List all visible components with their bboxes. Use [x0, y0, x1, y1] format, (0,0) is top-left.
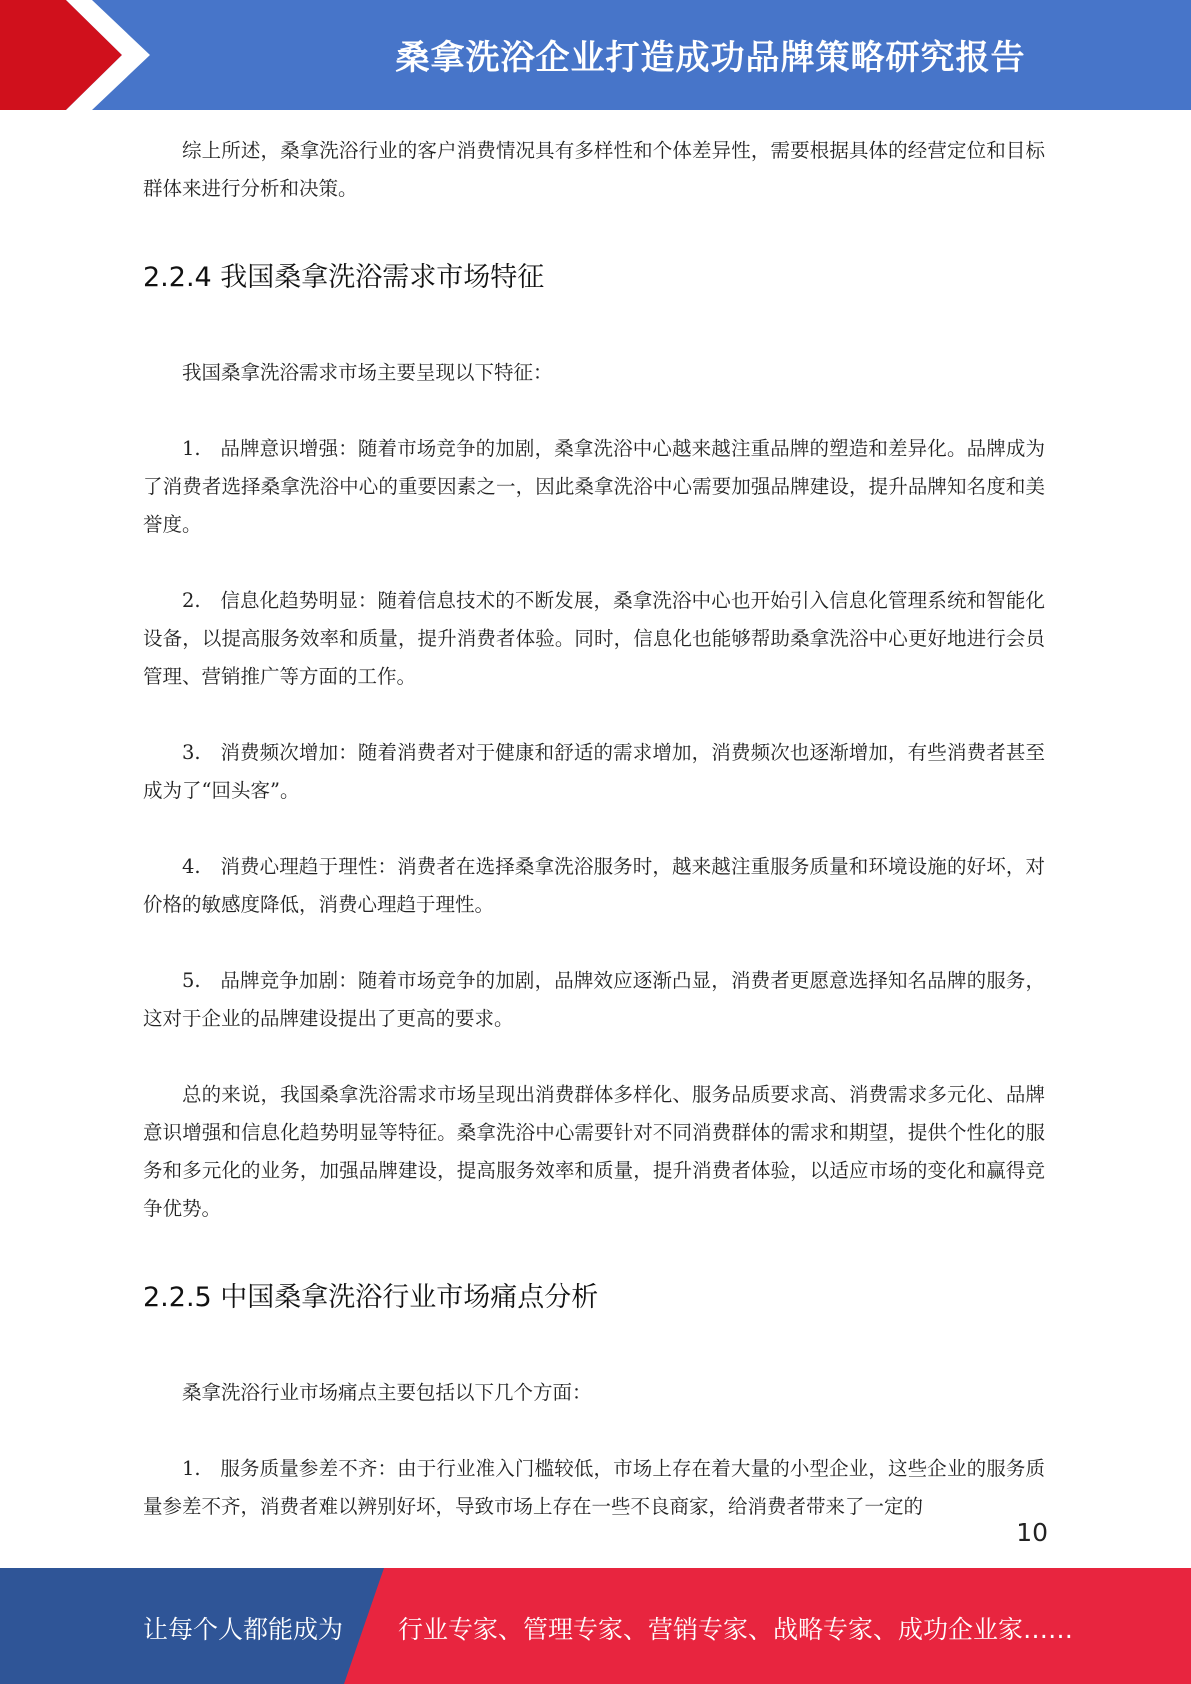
section-heading-2-2-4: 2.2.4 我国桑拿洗浴需求市场特征	[143, 262, 545, 293]
report-title: 桑拿洗浴企业打造成功品牌策略研究报告	[395, 38, 1026, 78]
conclusion-paragraph: 总的来说，我国桑拿洗浴需求市场呈现出消费群体多样化、服务品质要求高、消费需求多元化、品牌意识增强和信息化趋势明显等特征。桑拿洗浴中心需要针对不同消费群体的需求和期望，提供个性化的服务和多元化的业务，加强品牌建设，提高服务效率和质量，提升消费者体验，以适应市场的变化和赢得竞争优势。	[143, 1083, 1045, 1220]
footer-slogan-right: 行业专家、管理专家、营销专家、战略专家、成功企业家……	[398, 1615, 1074, 1644]
list-item: 1. 服务质量参差不齐：由于行业准入门槛较低，市场上存在着大量的小型企业，这些企业的服务质量参差不齐，消费者难以辨别好坏，导致市场上存在一些不良商家，给消费者带来了一定的	[143, 1457, 1045, 1518]
page-header	[0, 0, 1191, 110]
page-number: 10	[1016, 1518, 1048, 1547]
list-item: 3. 消费频次增加：随着消费者对于健康和舒适的需求增加，消费频次也逐渐增加，有些消费者甚至成为了“回头客”。	[143, 741, 1045, 802]
footer-slogan-left: 让每个人都能成为	[143, 1615, 344, 1644]
section-heading-2-2-5: 2.2.5 中国桑拿洗浴行业市场痛点分析	[143, 1282, 599, 1313]
list-item: 1. 品牌意识增强：随着市场竞争的加剧，桑拿洗浴中心越来越注重品牌的塑造和差异化。品牌成为了消费者选择桑拿洗浴中心的重要因素之一，因此桑拿洗浴中心需要加强品牌建设，提升品牌知名度和美誉度。	[143, 437, 1045, 536]
section-intro-2-2-5: 桑拿洗浴行业市场痛点主要包括以下几个方面：	[182, 1381, 592, 1404]
document-body	[143, 132, 1045, 1526]
summary-paragraph: 综上所述，桑拿洗浴行业的客户消费情况具有多样性和个体差异性，需要根据具体的经营定位和目标群体来进行分析和决策。	[143, 139, 1045, 200]
list-item: 2. 信息化趋势明显：随着信息技术的不断发展，桑拿洗浴中心也开始引入信息化管理系统和智能化设备，以提高服务效率和质量，提升消费者体验。同时，信息化也能够帮助桑拿洗浴中心更好地进行会员管理、营销推广等方面的工作。	[143, 589, 1045, 688]
page-footer	[0, 1568, 1191, 1684]
list-item: 4. 消费心理趋于理性：消费者在选择桑拿洗浴服务时，越来越注重服务质量和环境设施的好坏，对价格的敏感度降低，消费心理趋于理性。	[143, 855, 1045, 916]
list-item: 5. 品牌竞争加剧：随着市场竞争的加剧，品牌效应逐渐凸显，消费者更愿意选择知名品牌的服务，这对于企业的品牌建设提出了更高的要求。	[143, 969, 1045, 1030]
header-arrow-decoration	[0, 0, 160, 110]
section-intro-2-2-4: 我国桑拿洗浴需求市场主要呈现以下特征：	[182, 361, 553, 384]
